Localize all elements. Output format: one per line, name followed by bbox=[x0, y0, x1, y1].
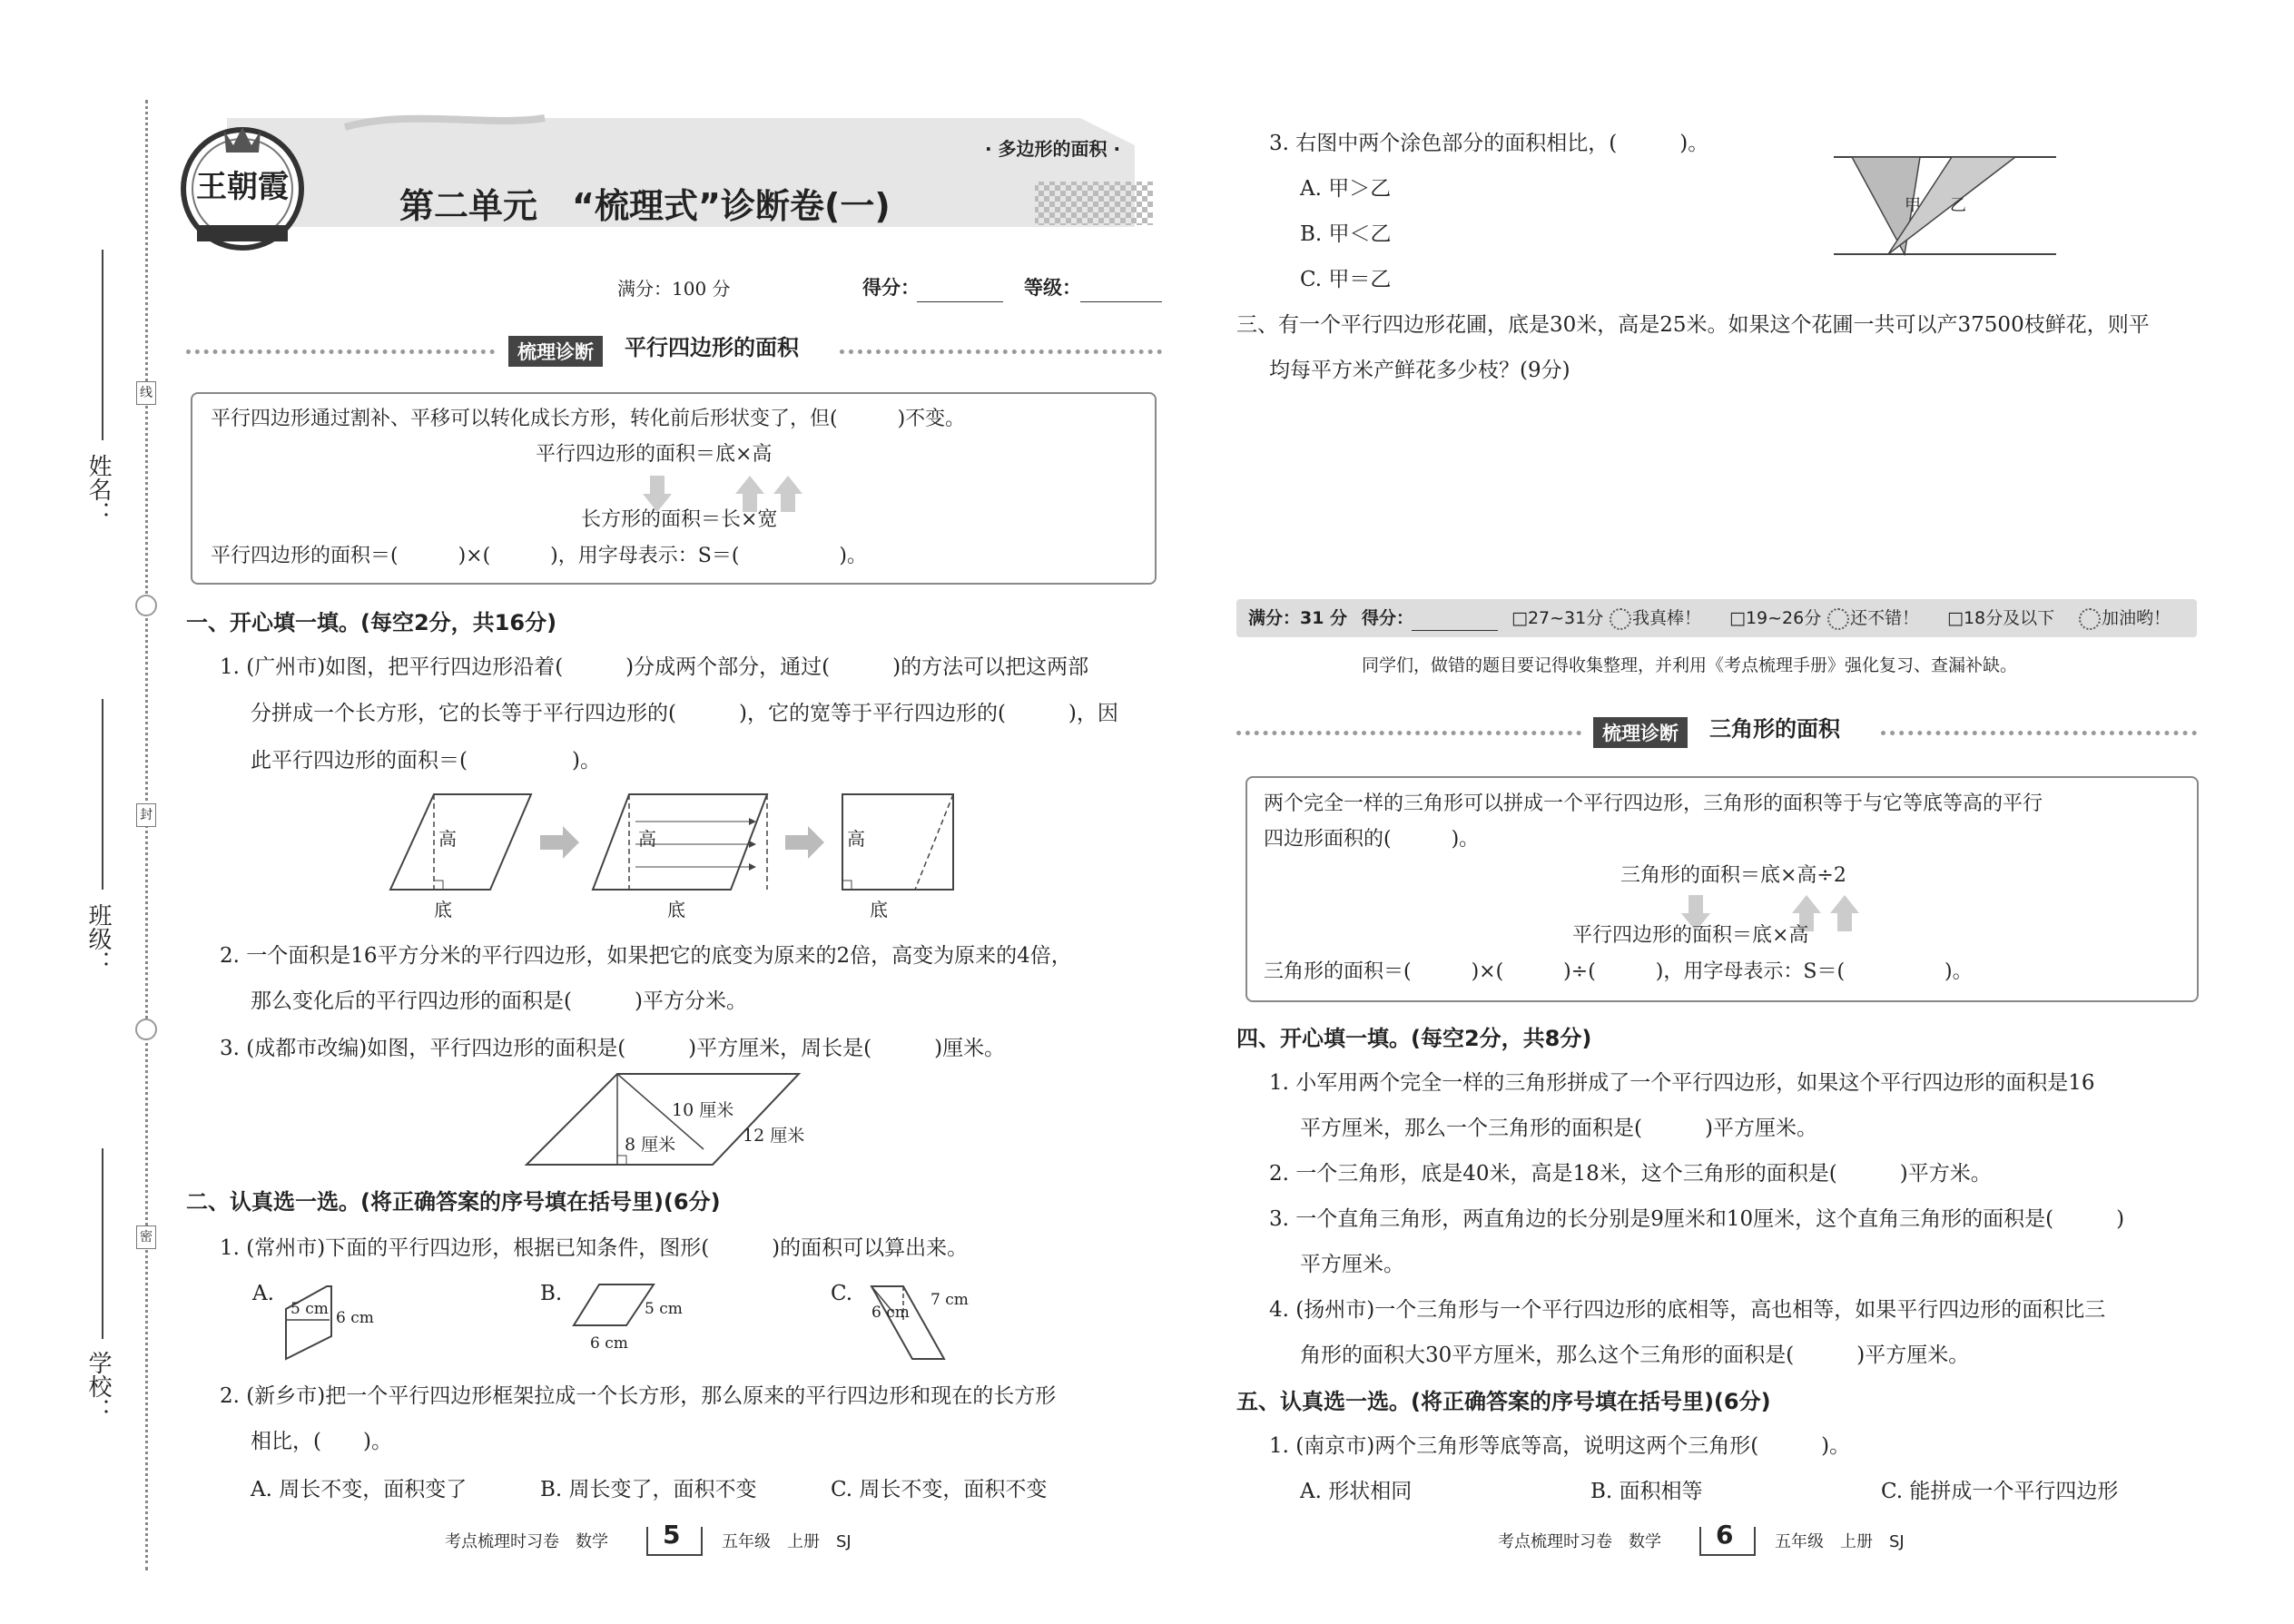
school-field-line[interactable] bbox=[102, 1148, 103, 1339]
concept-line: 四边形面积的( )。 bbox=[1264, 828, 1480, 851]
school-label: 学校： bbox=[84, 1351, 112, 1422]
question-text: 2. 一个三角形，底是40米，高是18米，这个三角形的面积是( )平方米。 bbox=[1269, 1162, 1992, 1186]
score-bar-full: 满分：31 分 bbox=[1248, 608, 1348, 628]
section-tag: 梳理诊断 bbox=[508, 336, 603, 367]
question-text: 1. (广州市)如图，把平行四边形沿着( )分成两个部分，通过( )的方法可以把这两部 bbox=[220, 655, 1089, 679]
section-tag-title: 平行四边形的面积 bbox=[625, 335, 799, 360]
section-tag: 梳理诊断 bbox=[1593, 717, 1688, 748]
question-text: 3. (成都市改编)如图，平行四边形的面积是( )平方厘米，周长是( )厘米。 bbox=[220, 1037, 1006, 1060]
figure-label-base: 底 bbox=[667, 899, 685, 920]
binding-mark-seal: 封 bbox=[136, 803, 156, 827]
name-field-line[interactable] bbox=[102, 250, 103, 440]
score-bar-got: 得分： bbox=[1362, 608, 1414, 628]
brand-logo-text: 王朝霞 bbox=[196, 169, 289, 205]
option-text: B. 面积相等 bbox=[1590, 1480, 1703, 1503]
smile-icon bbox=[1827, 608, 1849, 630]
option-text: A. 甲＞乙 bbox=[1300, 177, 1392, 201]
footer-text: 五年级 上册 SJ bbox=[722, 1532, 852, 1551]
figure-label-base: 底 bbox=[434, 899, 452, 920]
score-range-text: 还不错！ bbox=[1850, 608, 1920, 628]
question-text: 相比，( )。 bbox=[251, 1430, 392, 1453]
binding-mark-line: 线 bbox=[136, 381, 156, 405]
option-a-figure bbox=[281, 1282, 336, 1363]
question-text: 平方厘米，那么一个三角形的面积是( )平方厘米。 bbox=[1300, 1117, 1817, 1140]
section-heading: 五、认真选一选。(将正确答案的序号填在括号里)(6分) bbox=[1236, 1389, 1771, 1414]
concept-formula: 三角形的面积＝底×高÷2 bbox=[1620, 864, 1846, 887]
concept-formula: 平行四边形的面积＝底×高 bbox=[536, 443, 773, 466]
page-number: 5 bbox=[663, 1520, 681, 1550]
question-text: 1. (常州市)下面的平行四边形，根据已知条件，图形( )的面积可以算出来。 bbox=[220, 1236, 969, 1260]
smile-icon bbox=[1610, 608, 1631, 630]
question-text: 此平行四边形的面积＝( )。 bbox=[251, 749, 601, 773]
binding-ring-icon bbox=[135, 1019, 157, 1040]
figure-label-jia: 甲 bbox=[1905, 196, 1921, 215]
section-heading: 二、认真选一选。(将正确答案的序号填在括号里)(6分) bbox=[186, 1189, 721, 1215]
page-number: 6 bbox=[1716, 1520, 1734, 1550]
section-divider bbox=[1236, 731, 1581, 735]
question-text: 角形的面积大30平方厘米，那么这个三角形的面积是( )平方厘米。 bbox=[1300, 1343, 1970, 1367]
option-text: C. 甲＝乙 bbox=[1300, 268, 1392, 291]
binding-ring-icon bbox=[135, 595, 157, 616]
figure-label-length: 10 厘米 bbox=[672, 1100, 734, 1120]
option-text: B. 甲＜乙 bbox=[1300, 222, 1392, 246]
concept-line: 平行四边形通过割补、平移可以转化成长方形，转化前后形状变了，但( )不变。 bbox=[211, 408, 966, 430]
option-label: C. bbox=[831, 1282, 853, 1305]
question-text: 1. 小军用两个完全一样的三角形拼成了一个平行四边形，如果这个平行四边形的面积是16 bbox=[1269, 1071, 2095, 1095]
score-bar-blank[interactable] bbox=[1412, 630, 1498, 631]
section-tag-title: 三角形的面积 bbox=[1709, 716, 1840, 742]
answer-area[interactable] bbox=[1269, 399, 2195, 581]
option-text: C. 能拼成一个平行四边形 bbox=[1881, 1480, 2119, 1503]
question-text: 3. 一个直角三角形，两直角边的长分别是9厘米和10厘米，这个直角三角形的面积是( ) bbox=[1269, 1207, 2125, 1231]
concept-line: 平行四边形的面积＝( )×( )，用字母表示：S＝( )。 bbox=[211, 545, 868, 567]
figure-label-length: 8 厘米 bbox=[625, 1135, 676, 1155]
section-heading: 四、开心填一填。(每空2分，共8分) bbox=[1236, 1026, 1592, 1051]
concept-line: 三角形的面积＝( )×( )÷( )，用字母表示：S＝( )。 bbox=[1264, 960, 1973, 983]
footer-text: 考点梳理时习卷 数学 bbox=[1498, 1532, 1661, 1551]
figure-label-height: 高 bbox=[438, 828, 457, 850]
figure-label-length: 6 cm bbox=[590, 1334, 628, 1353]
score-range: □18分及以下 bbox=[1947, 608, 2055, 628]
figure-label-length: 12 厘米 bbox=[743, 1126, 805, 1146]
figure-label-height: 高 bbox=[638, 828, 656, 850]
score-range-text: 加油哟！ bbox=[2102, 608, 2171, 628]
figure-label-height: 高 bbox=[847, 828, 865, 850]
concept-line: 两个完全一样的三角形可以拼成一个平行四边形，三角形的面积等于与它等底等高的平行 bbox=[1264, 792, 2043, 815]
figure-label-length: 5 cm bbox=[645, 1300, 683, 1318]
grade-blank[interactable] bbox=[1080, 301, 1162, 302]
footer-text: 考点梳理时习卷 数学 bbox=[445, 1532, 608, 1551]
question-text: 那么变化后的平行四边形的面积是( )平方分米。 bbox=[251, 989, 747, 1013]
question-text: 均每平方米产鲜花多少枝？(9分) bbox=[1269, 359, 1570, 382]
score-range: □27~31分 bbox=[1511, 608, 1604, 628]
parallelogram-cut-figure bbox=[372, 790, 980, 899]
option-label: B. bbox=[540, 1282, 563, 1305]
option-text: C. 周长不变，面积不变 bbox=[831, 1478, 1048, 1501]
question-text: 三、有一个平行四边形花圃，底是30米，高是25米。如果这个花圃一共可以产37500枝鲜花，则平 bbox=[1236, 313, 2150, 337]
concept-formula: 平行四边形的面积＝底×高 bbox=[1572, 924, 1809, 947]
smile-icon bbox=[2079, 608, 2101, 630]
figure-label-yi: 乙 bbox=[1950, 196, 1966, 215]
figure-label-base: 底 bbox=[870, 899, 888, 920]
question-text: 2. 一个面积是16平方分米的平行四边形，如果把它的底变为原来的2倍，高变为原来的4倍， bbox=[220, 944, 1072, 968]
class-field-line[interactable] bbox=[102, 699, 103, 890]
question-text: 3. 右图中两个涂色部分的面积相比，( )。 bbox=[1269, 132, 1709, 155]
class-label: 班级： bbox=[84, 903, 112, 974]
question-text: 1. (南京市)两个三角形等底等高，说明这两个三角形( )。 bbox=[1269, 1434, 1851, 1458]
figure-label-length: 7 cm bbox=[930, 1291, 969, 1309]
section-divider bbox=[840, 349, 1162, 354]
section-divider bbox=[1881, 731, 2197, 735]
section-divider bbox=[186, 349, 495, 354]
shaded-triangles-figure bbox=[1834, 150, 2061, 263]
option-text: B. 周长变了，面积不变 bbox=[540, 1478, 757, 1501]
footer-text: 五年级 上册 SJ bbox=[1775, 1532, 1905, 1551]
figure-label-length: 5 cm bbox=[290, 1300, 329, 1318]
name-label: 姓名： bbox=[84, 454, 112, 525]
figure-label-length: 6 cm bbox=[871, 1304, 910, 1322]
score-label: 得分： bbox=[862, 277, 920, 299]
question-text: 4. (扬州市)一个三角形与一个平行四边形的底相等，高也相等，如果平行四边形的面积比三 bbox=[1269, 1298, 2106, 1322]
score-blank[interactable] bbox=[917, 301, 1003, 302]
option-label: A. bbox=[252, 1282, 274, 1305]
section-heading: 一、开心填一填。(每空2分，共16分) bbox=[186, 610, 557, 635]
page-title: 第二单元 “梳理式”诊断卷(一) bbox=[399, 186, 891, 226]
review-note: 同学们，做错的题目要记得收集整理，并利用《考点梳理手册》强化复习、查漏补缺。 bbox=[1362, 655, 2018, 675]
concept-formula: 长方形的面积＝长×宽 bbox=[581, 508, 778, 531]
option-text: A. 周长不变，面积变了 bbox=[251, 1478, 468, 1501]
binding-mark-secret: 密 bbox=[136, 1225, 156, 1249]
question-text: 平方厘米。 bbox=[1300, 1253, 1404, 1276]
full-score-label: 满分：100 分 bbox=[617, 278, 731, 300]
score-range: □19~26分 bbox=[1729, 608, 1822, 628]
score-range-text: 我真棒！ bbox=[1632, 608, 1702, 628]
option-text: A. 形状相同 bbox=[1300, 1480, 1413, 1503]
figure-label-length: 6 cm bbox=[336, 1309, 374, 1327]
question-text: 分拼成一个长方形，它的长等于平行四边形的( )，它的宽等于平行四边形的( )，因 bbox=[251, 702, 1118, 725]
grade-label: 等级： bbox=[1024, 277, 1081, 299]
topic-label: · 多边形的面积 · bbox=[985, 138, 1121, 160]
binding-dotted-line bbox=[145, 100, 148, 1570]
question-text: 2. (新乡市)把一个平行四边形框架拉成一个长方形，那么原来的平行四边形和现在的长方形 bbox=[220, 1384, 1057, 1408]
